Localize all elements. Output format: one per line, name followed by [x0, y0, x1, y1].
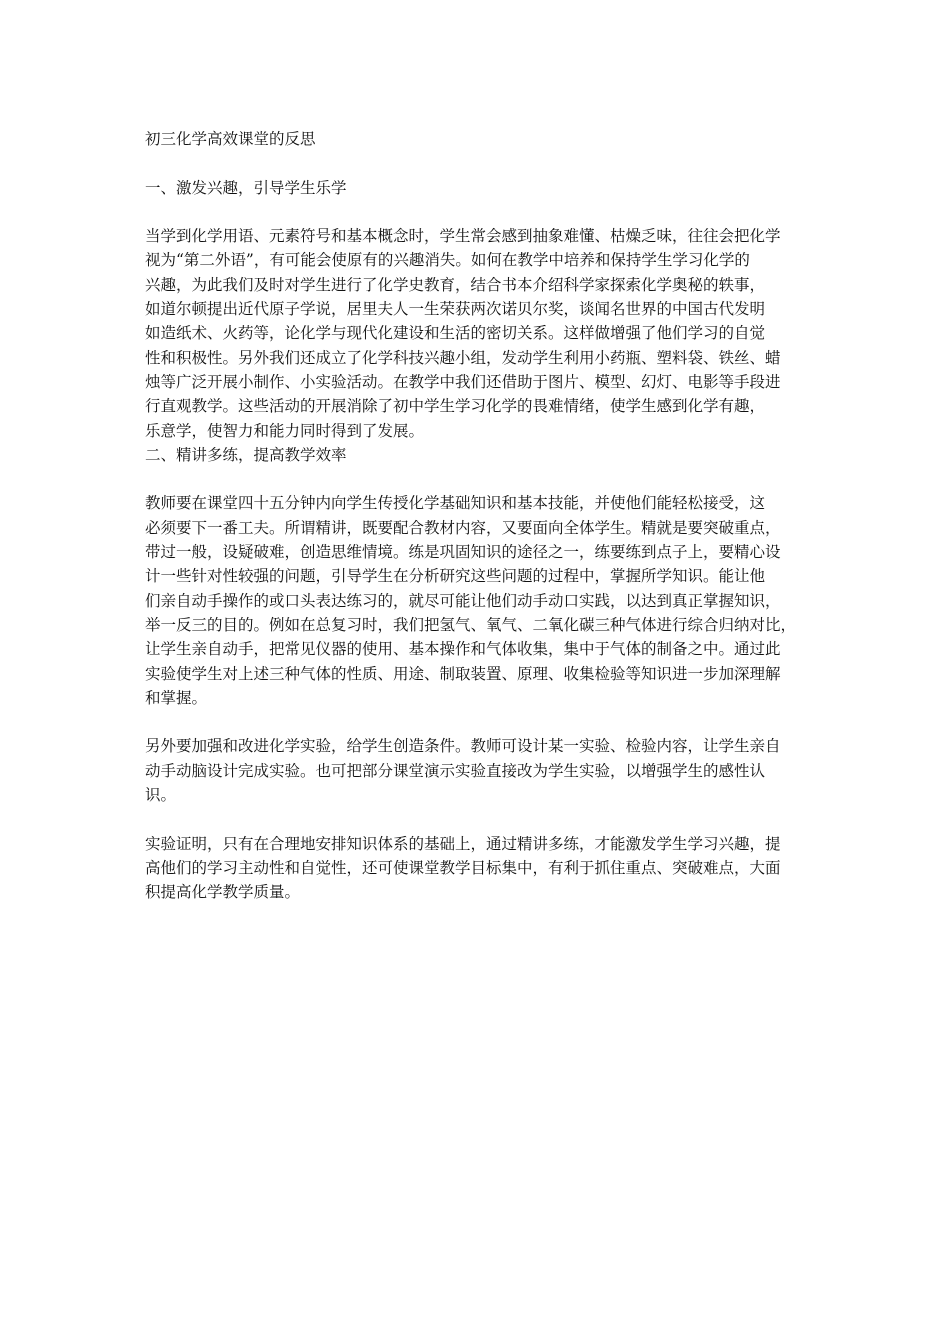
paragraph — [145, 224, 810, 443]
paragraph-line: 如道尔顿提出近代原子学说，居里夫人一生荣获两次诺贝尔奖，谈闻名世界的中国古代发明 — [145, 300, 766, 319]
paragraph-line: 动手动脑设计完成实验。也可把部分课堂演示实验直接改为学生实验，以增强学生的感性认 — [145, 761, 766, 780]
paragraph-line: 积提高化学教学质量。 — [145, 883, 301, 902]
paragraph-line: 兴趣，为此我们及时对学生进行了化学史教育，结合书本介绍科学家探索化学奥秘的轶事， — [145, 275, 766, 294]
paragraph-line: 必须要下一番工夫。所谓精讲，既要配合教材内容，又要面向全体学生。精就是要突破重点， — [145, 518, 781, 537]
paragraph-line: 烛等广泛开展小制作、小实验活动。在教学中我们还借助于图片、模型、幻灯、电影等手段进 — [145, 372, 781, 391]
document-title: 初三化学高效课堂的反思 — [145, 130, 316, 148]
paragraph-line: 如造纸术、火药等，论化学与现代化建设和生活的密切关系。这样做增强了他们学习的自觉 — [145, 324, 766, 343]
paragraph-line: 教师要在课堂四十五分钟内向学生传授化学基础知识和基本技能，并使他们能轻松接受，这 — [145, 494, 766, 513]
paragraph-line: 视为“第二外语”，有可能会使原有的兴趣消失。如何在教学中培养和保持学生学习化学的 — [145, 251, 750, 270]
paragraph-line: 让学生亲自动手，把常见仪器的使用、基本操作和气体收集，集中于气体的制备之中。通过此 — [145, 640, 781, 659]
paragraph-line: 当学到化学用语、元素符号和基本概念时，学生常会感到抽象难懂、枯燥乏味，往往会把化学 — [145, 227, 781, 246]
paragraph-line: 实验使学生对上述三种气体的性质、用途、制取装置、原理、收集检验等知识进一步加深理解 — [145, 664, 781, 683]
paragraph-line: 性和积极性。另外我们还成立了化学科技兴趣小组，发动学生利用小药瓶、塑料袋、铁丝、蜡 — [145, 348, 781, 367]
paragraph — [145, 832, 810, 905]
paragraph-line: 举一反三的目的。例如在总复习时，我们把氢气、氧气、二氧化碳三种气体进行综合归纳对比， — [145, 615, 797, 634]
paragraph-line: 识。 — [145, 786, 177, 805]
paragraph-line: 乐意学，使智力和能力同时得到了发展。 — [145, 421, 425, 440]
section-heading: 二、精讲多练，提高教学效率 — [145, 445, 347, 464]
paragraph-line: 和掌握。 — [145, 688, 208, 707]
paragraph — [145, 734, 810, 807]
paragraph-line: 高他们的学习主动性和自觉性，还可使课堂教学目标集中，有利于抓住重点、突破难点，大面 — [145, 858, 781, 877]
paragraph-line: 们亲自动手操作的或口头表达练习的，就尽可能让他们动手动口实践，以达到真正掌握知识， — [145, 591, 781, 610]
paragraph-line: 行直观教学。这些活动的开展消除了初中学生学习化学的畏难情绪，使学生感到化学有趣， — [145, 397, 766, 416]
paragraph-line: 计一些针对性较强的问题，引导学生在分析研究这些问题的过程中，掌握所学知识。能让他 — [145, 567, 766, 586]
section-heading: 一、激发兴趣，引导学生乐学 — [145, 178, 347, 197]
section-2 — [145, 443, 810, 905]
document-body — [145, 127, 810, 905]
paragraph — [145, 491, 810, 710]
paragraph-line: 带过一般，设疑破难，创造思维情境。练是巩固知识的途径之一，练要练到点子上，要精心设 — [145, 543, 781, 562]
paragraph-line: 实验证明，只有在合理地安排知识体系的基础上，通过精讲多练，才能激发学生学习兴趣，提 — [145, 834, 781, 853]
section-1 — [145, 176, 810, 443]
paragraph-line: 另外要加强和改进化学实验，给学生创造条件。教师可设计某一实验、检验内容，让学生亲自 — [145, 737, 781, 756]
